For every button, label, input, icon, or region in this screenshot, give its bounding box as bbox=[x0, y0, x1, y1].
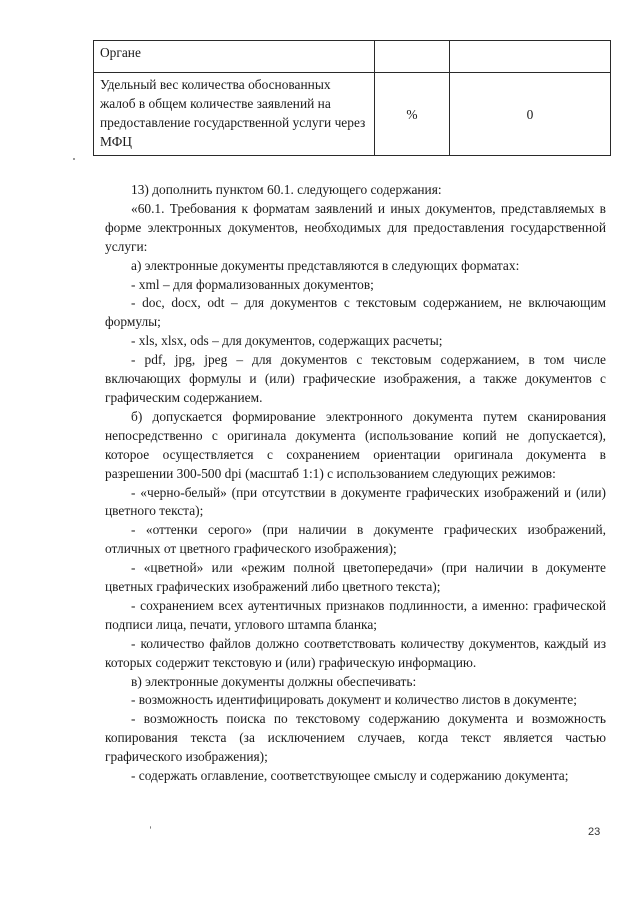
paragraph: - «оттенки серого» (при наличии в документе графических изображений, отличных от цветного графического изображения); bbox=[105, 522, 606, 557]
table-cell-value: 0 bbox=[450, 73, 611, 156]
paragraph: в) электронные документы должны обеспечивать: bbox=[131, 673, 417, 689]
paragraph: - возможность поиска по текстовому содержанию документа и возможность копирования текста (за исключением случаев, когда текст является частью графического изображения); bbox=[105, 711, 606, 765]
table-cell-indicator: Органе bbox=[94, 41, 375, 73]
paragraph: - количество файлов должно соответствовать количеству документов, каждый из которых содержит текстовую и (или) графическую информацию. bbox=[105, 635, 606, 670]
table-cell-unit: % bbox=[375, 73, 450, 156]
paragraph: - сохранением всех аутентичных признаков подлинности, а именно: графической подписи лица, печати, углового штампа бланка; bbox=[105, 597, 606, 632]
paragraph: - «черно-белый» (при отсутствии в документе графических изображений и (или) цветного текста); bbox=[105, 484, 606, 519]
table-cell-indicator: Удельный вес количества обоснованных жалоб в общем количестве заявлений на предоставление государственной услуги через МФЦ bbox=[94, 73, 375, 156]
table-cell-value bbox=[450, 41, 611, 73]
paragraph: «60.1. Требования к форматам заявлений и иных документов, представляемых в форме электронных документов, необходимых для предоставления государственной услуги: bbox=[105, 200, 606, 254]
indicators-table bbox=[93, 40, 611, 156]
paragraph: б) допускается формирование электронного документа путем сканирования непосредственно с оригинала документа (использование копий не допускается), которое осуществляется с сохранением ориентации оригинала документа в разрешении 300-500 dpi (масштаб 1:1) с использованием следующих режимов: bbox=[105, 408, 606, 481]
paragraph: - xls, xlsx, ods – для документов, содержащих расчеты; bbox=[131, 333, 443, 349]
paragraph: - содержать оглавление, соответствующее смыслу и содержанию документа; bbox=[131, 768, 569, 784]
paragraph: а) электронные документы представляются в следующих форматах: bbox=[131, 257, 520, 273]
table-cell-unit bbox=[375, 41, 450, 73]
paragraph: - doc, docx, odt – для документов с текстовым содержанием, не включающим формулы; bbox=[105, 295, 606, 330]
table-row bbox=[94, 73, 611, 156]
table-row bbox=[94, 41, 611, 73]
page-number: 23 bbox=[588, 826, 601, 838]
paragraph: 13) дополнить пунктом 60.1. следующего содержания: bbox=[131, 182, 442, 197]
document-body bbox=[105, 181, 606, 786]
paragraph: - pdf, jpg, jpeg – для документов с текстовым содержанием, в том числе включающих формулы и (или) графические изображения, а также документов с графическим содержанием. bbox=[105, 352, 606, 405]
paragraph: - xml – для формализованных документов; bbox=[131, 276, 374, 292]
paragraph: - возможность идентифицировать документ и количество листов в документе; bbox=[131, 692, 577, 708]
scan-speck bbox=[150, 826, 151, 829]
paragraph: - «цветной» или «режим полной цветопередачи» (при наличии в документе цветных графических изображений либо цветного текста); bbox=[105, 560, 606, 595]
scan-speck bbox=[73, 158, 75, 160]
